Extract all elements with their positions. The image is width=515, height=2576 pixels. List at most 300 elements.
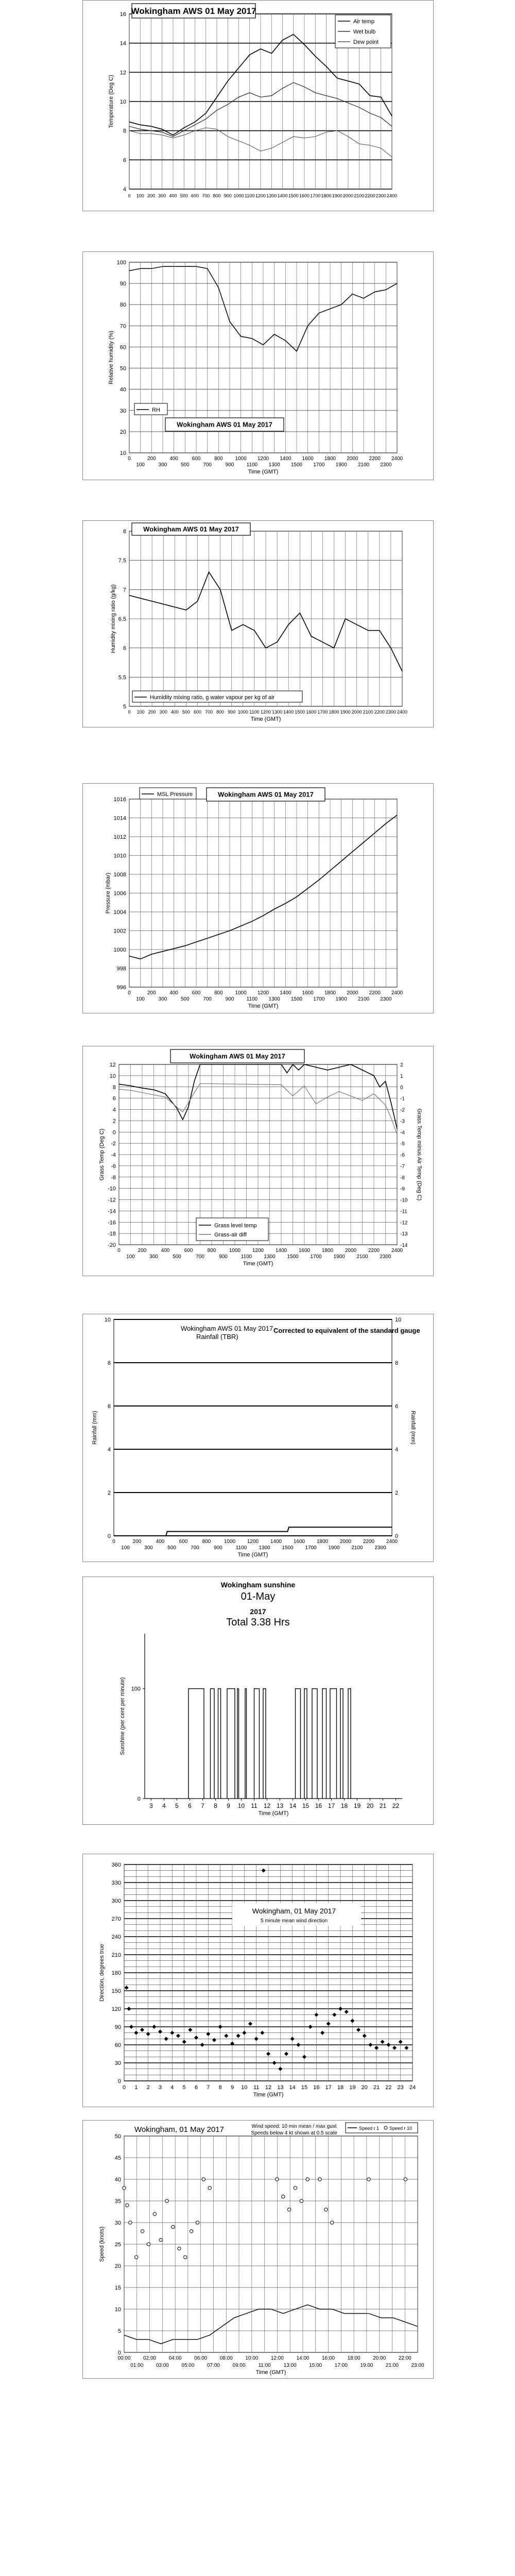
x-tick-label: 700 [202, 193, 210, 198]
x-tick-label: 09:00 [232, 2363, 246, 2368]
x-tick-label: 20 [366, 1802, 374, 1809]
y-tick-label: -8 [111, 1174, 116, 1181]
x-tick-label: 2300 [380, 996, 392, 1002]
x-tick-label: 100 [136, 709, 145, 715]
gust-point [208, 2187, 211, 2190]
x-tick-label: 8 [218, 2084, 222, 2091]
y-tick-label: 30 [119, 408, 126, 414]
x-tick-label: 2100 [351, 1545, 363, 1551]
gust-point [276, 2178, 279, 2181]
y-tick-label: 0 [117, 2350, 121, 2356]
x-tick-label: 12 [263, 1802, 271, 1809]
y-right-tick-label: -11 [400, 1209, 407, 1215]
y-right-tick-label: 8 [395, 1360, 399, 1366]
y-right-tick-label: 2 [395, 1490, 399, 1496]
y-right-tick-label: -10 [400, 1197, 408, 1204]
y-axis-label: Grass Temp (Deg C) [99, 1128, 105, 1181]
y-tick-label: 0 [112, 1129, 116, 1136]
sunshine-bar [227, 1689, 235, 1799]
x-tick-label: 1400 [275, 1248, 287, 1253]
y-tick-label: -6 [111, 1163, 116, 1170]
legend-entry: MSL Pressure [157, 791, 193, 798]
x-tick-label: 19 [353, 1802, 361, 1809]
x-tick-label: 05:00 [181, 2363, 195, 2368]
wind-speed-chart [83, 2121, 433, 2378]
chart-note-2: Speeds below 4 kt shown at 0.5 scale [251, 2130, 337, 2136]
chart-note: Corrected to equivalent of the standard gauge [273, 1327, 420, 1334]
y-tick-label: 10 [119, 99, 126, 105]
x-tick-label: 1400 [277, 193, 288, 198]
grass-temperature-chart [83, 1046, 433, 1276]
x-tick-label: 1100 [241, 1254, 252, 1260]
x-tick-label: 1400 [280, 456, 291, 462]
chart-year: 2017 [250, 1607, 266, 1616]
x-tick-label: 1900 [340, 709, 351, 715]
x-tick-label: 1900 [332, 193, 342, 198]
chart-note-1: Wind speed: 10 min mean / max gust [251, 2124, 337, 2129]
y-right-tick-label: 0 [400, 1084, 403, 1091]
x-tick-label: 12:00 [270, 2355, 284, 2361]
x-tick-label: 1800 [329, 709, 339, 715]
x-tick-label: 1900 [335, 462, 347, 468]
x-tick-label: 1200 [255, 193, 266, 198]
gust-point [184, 2256, 187, 2259]
y-tick-label: 6 [123, 645, 126, 652]
gust-point [153, 2212, 156, 2215]
sunshine-bar [188, 1689, 204, 1799]
y-tick-label: 8 [123, 529, 126, 535]
y-tick-label: 80 [119, 302, 126, 309]
chart-title: Wokingham AWS 01 May 2017 [181, 1325, 273, 1332]
x-tick-label: 11 [253, 2084, 260, 2091]
x-tick-label: 1500 [282, 1545, 294, 1551]
sunshine-bar [322, 1689, 327, 1799]
x-tick-label: 6 [188, 1802, 192, 1809]
x-tick-label: 10 [241, 2084, 248, 2091]
x-tick-label: 100 [136, 462, 145, 468]
plot-frame [114, 1319, 392, 1536]
x-tick-label: 15 [302, 1802, 310, 1809]
y-axis-label: Humidity mixing ratio (g/kg) [110, 584, 116, 653]
temperature-chart [83, 1, 433, 211]
x-tick-label: 200 [147, 456, 156, 462]
x-tick-label: 100 [136, 193, 144, 198]
x-tick-label: 200 [147, 193, 156, 198]
x-tick-label: 13 [276, 1802, 284, 1809]
x-tick-label: 200 [147, 990, 156, 996]
x-tick-label: 0 [117, 1248, 121, 1253]
sunshine-bar [304, 1689, 307, 1799]
x-tick-label: 16 [313, 2084, 320, 2091]
x-tick-label: 1700 [310, 1254, 322, 1260]
x-tick-label: 900 [228, 709, 236, 715]
y-tick-label: 60 [114, 2042, 121, 2048]
x-axis-label: Time (GMT) [237, 1552, 268, 1558]
y-tick-label: 120 [111, 2006, 121, 2012]
x-tick-label: 2100 [357, 462, 370, 468]
gust-point [331, 2221, 334, 2224]
x-tick-label: 300 [158, 462, 167, 468]
x-tick-label: 500 [180, 462, 190, 468]
y-axis-label: Speed (knots) [99, 2226, 105, 2262]
x-tick-label: 23 [397, 2084, 404, 2091]
x-tick-label: 1500 [287, 1254, 299, 1260]
x-tick-label: 1200 [257, 990, 269, 996]
x-tick-label: 13 [277, 2084, 284, 2091]
x-tick-label: 07:00 [207, 2363, 220, 2368]
x-tick-label: 600 [184, 1248, 193, 1253]
x-tick-label: 700 [203, 462, 212, 468]
y-tick-label: 16 [119, 11, 126, 18]
y-tick-label: 998 [116, 965, 126, 972]
x-tick-label: 100 [136, 996, 145, 1002]
y-axis-label: Rainfall (mm) [92, 1411, 98, 1445]
y-tick-label: -4 [111, 1152, 116, 1158]
x-tick-label: 400 [169, 193, 177, 198]
x-tick-label: 21:00 [385, 2363, 399, 2368]
x-tick-label: 17:00 [334, 2363, 348, 2368]
x-tick-label: 1600 [299, 193, 310, 198]
x-tick-label: 19 [349, 2084, 356, 2091]
x-tick-label: 3 [149, 1802, 153, 1809]
gust-point [196, 2221, 199, 2224]
grass-temperature-chart-panel [82, 1046, 434, 1276]
x-tick-label: 6 [194, 2084, 198, 2091]
x-tick-label: 7 [207, 2084, 210, 2091]
y-tick-label: 4 [123, 187, 126, 193]
sunshine-bar [312, 1689, 317, 1799]
y-right-tick-label: 2 [400, 1062, 403, 1068]
x-tick-label: 4 [170, 2084, 174, 2091]
y-tick-label: 2 [107, 1490, 111, 1496]
gust-point [147, 2243, 150, 2246]
x-tick-label: 1200 [260, 709, 271, 715]
sunshine-bar [263, 1689, 266, 1799]
x-tick-label: 06:00 [194, 2355, 208, 2361]
x-tick-label: 2400 [391, 456, 403, 462]
y-right-tick-label: -4 [400, 1130, 405, 1136]
y-tick-label: 8 [112, 1084, 116, 1091]
y-right-tick-label: 6 [395, 1403, 399, 1410]
x-tick-label: 0 [112, 1539, 115, 1545]
y-tick-label: 90 [119, 281, 126, 287]
x-tick-label: 1000 [237, 709, 248, 715]
y-axis-label-right: Grass Temp minus Air Temp (Deg C) [416, 1108, 422, 1201]
x-tick-label: 800 [202, 1539, 211, 1545]
chart-subtitle: 5 minute mean wind direction [260, 1918, 328, 1924]
gust-point [129, 2221, 132, 2224]
x-tick-label: 800 [214, 990, 223, 996]
x-tick-label: 2400 [386, 1539, 398, 1545]
y-tick-label: 300 [111, 1898, 121, 1904]
chart-title: Wokingham AWS 01 May 2017 [131, 6, 256, 16]
y-tick-label: 270 [111, 1916, 121, 1922]
y-tick-label: -18 [108, 1231, 116, 1238]
y-tick-label: 10 [109, 1073, 116, 1079]
x-tick-label: 1800 [324, 456, 336, 462]
y-tick-label: 50 [114, 2133, 121, 2140]
x-tick-label: 3 [158, 2084, 162, 2091]
x-tick-label: 1900 [328, 1545, 340, 1551]
y-right-tick-label: -8 [400, 1175, 405, 1181]
y-tick-label: 14 [119, 40, 126, 47]
y-tick-label: 20 [119, 429, 126, 435]
y-tick-label: 8 [107, 1360, 111, 1366]
y-tick-label: 40 [114, 2177, 121, 2183]
y-tick-label: 5.5 [118, 674, 126, 681]
x-tick-label: 02:00 [143, 2355, 157, 2361]
y-tick-label: 2 [112, 1118, 116, 1125]
y-tick-label: 6 [123, 157, 126, 164]
chart-subtitle: 01-May [241, 1591, 276, 1602]
sunshine-bar [245, 1689, 247, 1799]
x-tick-label: 15:00 [309, 2363, 322, 2368]
sunshine-bar [296, 1689, 301, 1799]
legend-entry: Speed r 1 [359, 2126, 380, 2131]
x-tick-label: 1200 [252, 1248, 264, 1253]
x-tick-label: 2200 [363, 1539, 375, 1545]
x-tick-label: 1000 [235, 456, 247, 462]
x-tick-label: 400 [170, 709, 179, 715]
x-tick-label: 900 [225, 996, 234, 1002]
x-tick-label: 03:00 [156, 2363, 169, 2368]
y-tick-label: 4 [107, 1447, 111, 1453]
x-tick-label: 1000 [235, 990, 247, 996]
x-tick-label: 1700 [313, 996, 325, 1002]
y-right-tick-label: -7 [400, 1163, 405, 1170]
gust-point [123, 2187, 126, 2190]
x-tick-label: 600 [192, 990, 201, 996]
y-tick-label: 45 [114, 2155, 121, 2161]
x-tick-label: 2300 [380, 1254, 391, 1260]
x-tick-label: 10:00 [245, 2355, 259, 2361]
y-tick-label: 210 [111, 1952, 121, 1958]
gust-point [190, 2230, 193, 2233]
y-tick-label: 1012 [113, 834, 126, 840]
x-tick-label: 200 [138, 1248, 147, 1253]
y-right-tick-label: -2 [400, 1107, 405, 1113]
x-tick-label: 1300 [264, 1254, 276, 1260]
x-tick-label: 1400 [280, 990, 291, 996]
y-tick-label: 15 [114, 2285, 121, 2291]
x-tick-label: 2000 [347, 990, 358, 996]
y-tick-label: 180 [111, 1970, 121, 1976]
x-tick-label: 1300 [259, 1545, 270, 1551]
x-tick-label: 2300 [385, 709, 396, 715]
x-tick-label: 12 [265, 2084, 272, 2091]
y-tick-label: 996 [116, 985, 126, 991]
x-tick-label: 1 [134, 2084, 138, 2091]
sunshine-chart-panel [82, 1577, 434, 1825]
y-tick-label: 150 [111, 1988, 121, 1994]
x-tick-label: 2000 [342, 193, 354, 198]
x-tick-label: 1600 [302, 990, 314, 996]
y-tick-label: 8 [123, 128, 126, 134]
gust-point [324, 2208, 328, 2211]
x-tick-label: 2000 [339, 1539, 352, 1545]
x-tick-label: 20 [361, 2084, 368, 2091]
x-tick-label: 1100 [245, 193, 255, 198]
x-axis-label: Time (GMT) [255, 2369, 286, 2376]
x-tick-label: 2400 [397, 709, 408, 715]
x-tick-label: 15 [301, 2084, 308, 2091]
x-tick-label: 1500 [295, 709, 305, 715]
y-tick-label: 90 [114, 2024, 121, 2030]
x-tick-label: 24 [409, 2084, 416, 2091]
x-axis-label: Time (GMT) [250, 716, 281, 722]
x-tick-label: 500 [182, 709, 190, 715]
x-axis-label: Time (GMT) [253, 2092, 284, 2098]
chart-title: Wokingham, 01 May 2017 [134, 2125, 224, 2134]
gust-point [318, 2178, 321, 2181]
x-tick-label: 23:00 [411, 2363, 424, 2368]
y-tick-label: 240 [111, 1934, 121, 1940]
x-tick-label: 900 [225, 462, 234, 468]
y-right-tick-label: -14 [400, 1243, 408, 1248]
y-tick-label: 10 [114, 2307, 121, 2313]
x-tick-label: 1300 [268, 996, 280, 1002]
x-tick-label: 1700 [317, 709, 328, 715]
x-tick-label: 800 [216, 709, 225, 715]
temperature-chart-panel [82, 0, 434, 211]
x-tick-label: 01:00 [130, 2363, 144, 2368]
x-tick-label: 9 [230, 2084, 234, 2091]
gust-point [404, 2178, 407, 2181]
x-tick-label: 600 [179, 1539, 188, 1545]
humidity-chart [83, 252, 433, 480]
x-tick-label: 2300 [375, 193, 386, 198]
x-tick-label: 1300 [268, 462, 280, 468]
x-tick-label: 16:00 [322, 2355, 335, 2361]
y-tick-label: -16 [108, 1219, 116, 1226]
chart-total: Total 3.38 Hrs [226, 1617, 290, 1628]
x-tick-label: 2400 [391, 1248, 403, 1253]
gust-point [159, 2238, 162, 2241]
legend-entry: Humidity mixing ratio, g water vapour per kg of air [150, 694, 275, 701]
x-tick-label: 1000 [233, 193, 244, 198]
x-axis-label: Time (GMT) [248, 1003, 279, 1009]
x-tick-label: 00:00 [117, 2355, 131, 2361]
y-right-tick-label: 10 [395, 1317, 402, 1323]
x-tick-label: 1800 [316, 1539, 329, 1545]
x-tick-label: 1500 [290, 462, 303, 468]
y-tick-label: 1016 [113, 796, 126, 803]
y-tick-label: 5 [117, 2328, 121, 2334]
x-axis-label: Time (GMT) [243, 1261, 273, 1267]
x-tick-label: 20:00 [373, 2355, 386, 2361]
y-tick-label: 30 [114, 2220, 121, 2226]
y-tick-label: 12 [109, 1062, 116, 1068]
x-tick-label: 1600 [298, 1248, 311, 1253]
gust-point [306, 2178, 309, 2181]
x-tick-label: 4 [162, 1802, 166, 1809]
x-tick-label: 600 [191, 193, 199, 198]
y-tick-label: 100 [131, 1686, 141, 1692]
chart-title: Wokingham AWS 01 May 2017 [190, 1052, 285, 1060]
x-tick-label: 10 [237, 1802, 245, 1809]
x-tick-label: 600 [192, 456, 201, 462]
y-tick-label: 25 [114, 2242, 121, 2248]
gust-point [287, 2208, 290, 2211]
x-tick-label: 04:00 [168, 2355, 182, 2361]
x-tick-label: 1500 [290, 996, 303, 1002]
gust-point [367, 2178, 370, 2181]
x-tick-label: 2 [146, 2084, 150, 2091]
legend-entry: Grass level temp [214, 1223, 257, 1229]
chart-title: Wokingham AWS 01 May 2017 [218, 790, 314, 799]
x-tick-label: 2000 [351, 709, 362, 715]
y-right-tick-label: -1 [400, 1096, 405, 1102]
x-tick-label: 300 [158, 996, 167, 1002]
pressure-chart [83, 784, 433, 1013]
y-tick-label: 1006 [113, 890, 126, 897]
x-tick-label: 9 [227, 1802, 230, 1809]
y-right-tick-label: -13 [400, 1231, 408, 1238]
x-tick-label: 900 [214, 1545, 222, 1551]
x-tick-label: 1400 [283, 709, 294, 715]
x-tick-label: 17 [325, 2084, 332, 2091]
x-tick-label: 5 [182, 2084, 186, 2091]
y-tick-label: 35 [114, 2198, 121, 2205]
x-tick-label: 1800 [324, 990, 336, 996]
x-tick-label: 14:00 [296, 2355, 310, 2361]
x-tick-label: 1800 [321, 1248, 334, 1253]
y-tick-label: 0 [137, 1796, 141, 1802]
gust-point [135, 2256, 138, 2259]
chart-subtitle: Rainfall (TBR) [196, 1333, 238, 1341]
x-tick-label: 21 [373, 2084, 380, 2091]
x-tick-label: 600 [193, 709, 202, 715]
y-tick-label: 0 [117, 2078, 121, 2084]
x-tick-label: 500 [180, 193, 188, 198]
x-tick-label: 1100 [246, 996, 258, 1002]
x-tick-label: 18 [337, 2084, 344, 2091]
chart-title: Wokingham AWS 01 May 2017 [177, 420, 272, 429]
y-tick-label: 7 [123, 587, 126, 594]
x-tick-label: 1800 [321, 193, 332, 198]
y-tick-label: 10 [104, 1317, 111, 1323]
x-tick-label: 800 [207, 1248, 216, 1253]
y-right-tick-label: 4 [395, 1447, 399, 1453]
x-tick-label: 0 [128, 193, 131, 198]
x-tick-label: 2100 [354, 193, 365, 198]
wind-direction-chart-panel [82, 1854, 434, 2107]
x-tick-label: 200 [132, 1539, 142, 1545]
x-tick-label: 900 [224, 193, 232, 198]
mixing-ratio-chart [83, 521, 433, 727]
x-tick-label: 1100 [249, 709, 260, 715]
x-tick-label: 0 [122, 2084, 126, 2091]
x-tick-label: 400 [161, 1248, 170, 1253]
mixing-ratio-chart-panel [82, 520, 434, 727]
x-tick-label: 08:00 [219, 2355, 233, 2361]
x-tick-label: 0 [128, 456, 131, 462]
x-tick-label: 2400 [386, 193, 398, 198]
x-axis-label: Time (GMT) [258, 1810, 289, 1817]
x-tick-label: 1100 [235, 1545, 247, 1551]
gust-point [165, 2199, 168, 2202]
y-tick-label: 70 [119, 323, 126, 330]
x-tick-label: 1900 [335, 996, 347, 1002]
y-tick-label: 40 [119, 386, 126, 393]
y-right-tick-label: -6 [400, 1153, 405, 1158]
x-tick-label: 500 [180, 996, 190, 1002]
y-tick-label: 1014 [113, 815, 126, 822]
gust-point [171, 2225, 175, 2228]
y-tick-label: 6 [107, 1403, 111, 1410]
x-tick-label: 400 [169, 456, 179, 462]
x-tick-label: 1600 [306, 709, 317, 715]
